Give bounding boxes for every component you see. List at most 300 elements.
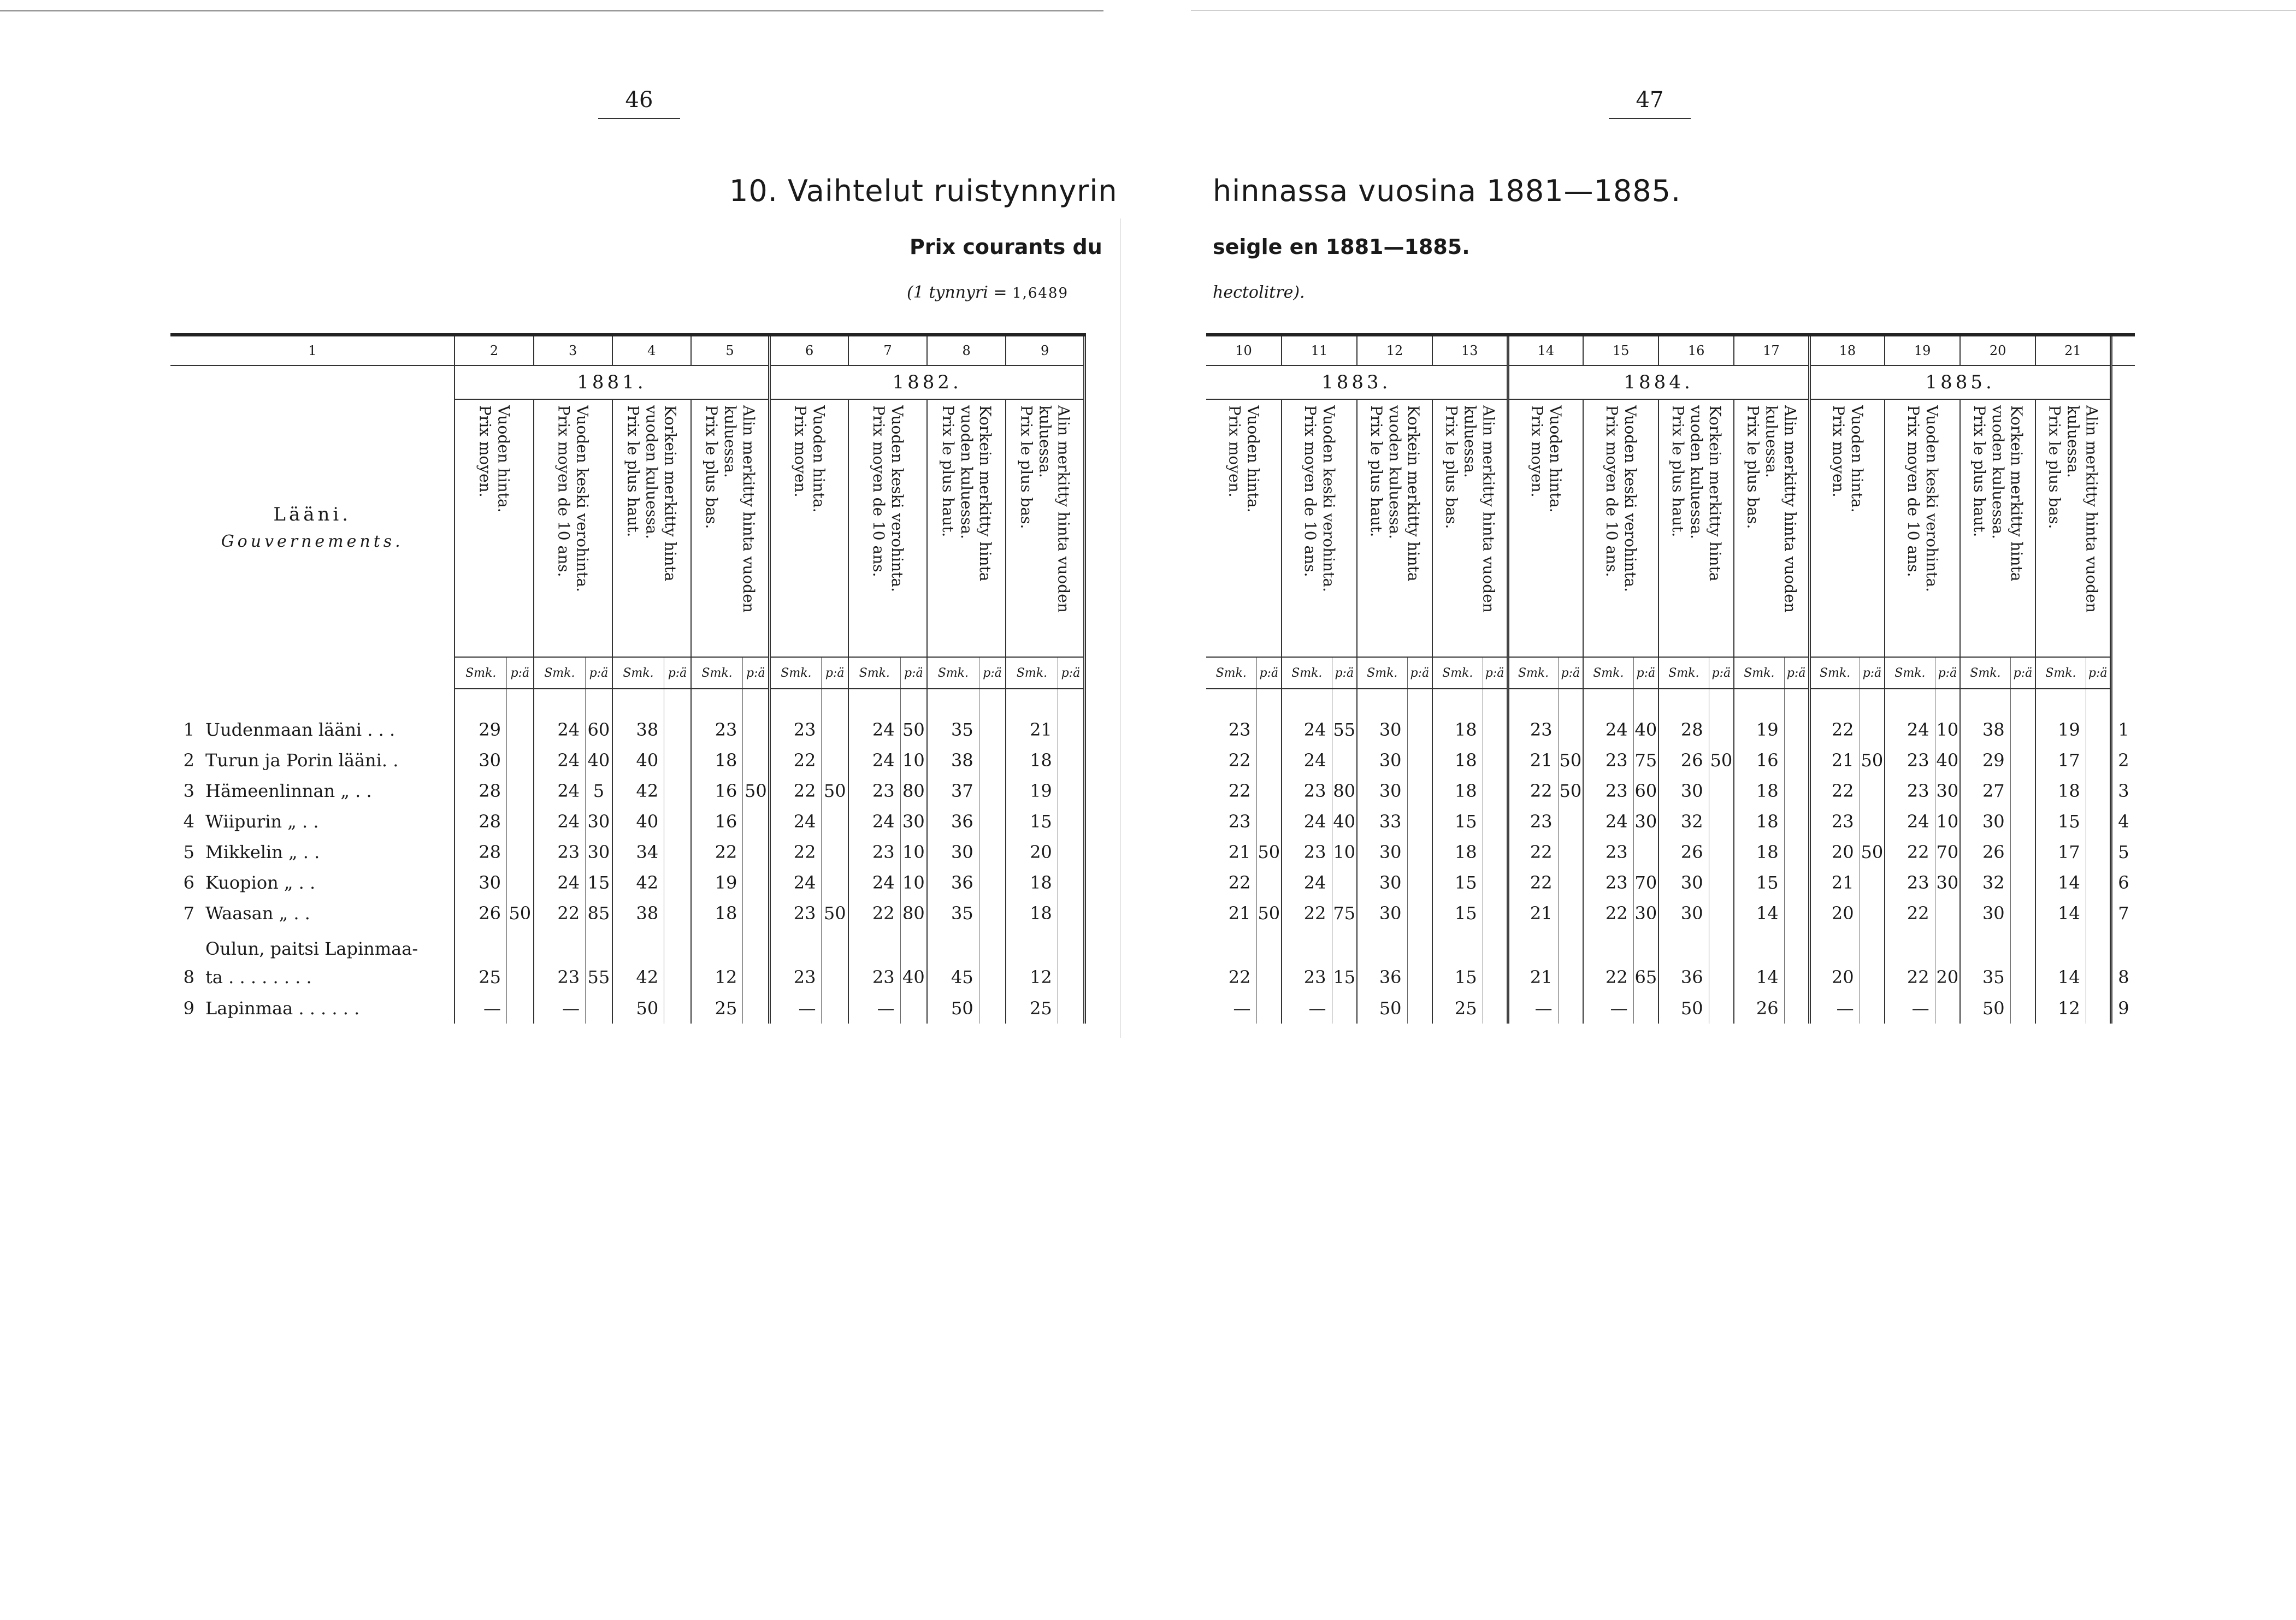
unit-prefix: (1 tynnyri xyxy=(907,283,988,302)
price-penni xyxy=(1483,776,1508,806)
row-number: 8 xyxy=(2118,967,2129,988)
price-markka: 12 xyxy=(1006,929,1058,993)
price-penni xyxy=(743,806,770,837)
price-markka: 22 xyxy=(691,837,743,867)
price-penni xyxy=(2086,837,2111,867)
spacer xyxy=(900,689,927,714)
price-label-line: Korkein merkitty hinta xyxy=(976,405,995,582)
price-markka: 15 xyxy=(2035,806,2086,837)
price-markka: 50 xyxy=(1960,993,2010,1024)
price-markka: 22 xyxy=(1885,837,1935,867)
price-markka: 23 xyxy=(848,776,900,806)
price-markka: 23 xyxy=(1809,806,1860,837)
price-markka: 28 xyxy=(455,837,506,867)
column-number: 20 xyxy=(1960,335,2035,365)
unit-penni: p:ä xyxy=(664,657,691,689)
price-penni xyxy=(1483,806,1508,837)
price-markka: 24 xyxy=(1282,745,1332,776)
price-penni xyxy=(1058,993,1084,1024)
price-penni: 30 xyxy=(586,806,612,837)
price-penni xyxy=(1256,776,1282,806)
price-penni: 40 xyxy=(1935,745,1960,776)
row-number: 7 xyxy=(2118,903,2129,924)
year-header: 1883. xyxy=(1206,365,1508,399)
price-penni xyxy=(1483,898,1508,929)
unit-markka: Smk. xyxy=(691,657,743,689)
price-markka: 38 xyxy=(612,898,664,929)
price-label-line: Prix le plus bas. xyxy=(1442,405,1461,529)
price-markka: 21 xyxy=(1508,898,1558,929)
price-label-cell xyxy=(2035,399,2111,657)
price-markka: 38 xyxy=(927,745,979,776)
price-penni xyxy=(1860,867,1885,898)
price-markka: 21 xyxy=(1206,837,1256,867)
price-label xyxy=(1970,405,2026,651)
spacer xyxy=(1282,689,1332,714)
spacer xyxy=(1960,689,2010,714)
price-penni xyxy=(1784,867,1809,898)
price-label-line: vuoden kuluessa. xyxy=(1386,405,1404,540)
price-markka: 20 xyxy=(1809,898,1860,929)
price-markka: 14 xyxy=(1734,898,1784,929)
price-penni xyxy=(1407,745,1432,776)
price-markka: 22 xyxy=(1206,776,1256,806)
price-markka: 36 xyxy=(927,867,979,898)
price-markka: 22 xyxy=(1508,867,1558,898)
price-markka: 18 xyxy=(1006,745,1058,776)
price-penni xyxy=(1784,714,1809,745)
price-penni xyxy=(1860,714,1885,745)
province-name: Uudenmaan lääni . . . xyxy=(198,714,455,745)
year-header: 1884. xyxy=(1508,365,1809,399)
price-markka: 22 xyxy=(1809,714,1860,745)
price-penni: 10 xyxy=(1935,806,1960,837)
price-markka: 20 xyxy=(1809,837,1860,867)
price-penni xyxy=(2086,714,2111,745)
price-penni xyxy=(1058,929,1084,993)
price-markka: 23 xyxy=(1885,776,1935,806)
row-number: 1 xyxy=(2118,719,2129,740)
price-penni xyxy=(2086,993,2111,1024)
price-penni: 5 xyxy=(586,776,612,806)
price-markka: — xyxy=(848,993,900,1024)
price-penni xyxy=(1332,745,1357,776)
spacer xyxy=(198,689,455,714)
price-markka: 36 xyxy=(927,806,979,837)
table-row xyxy=(170,837,1085,867)
price-markka: 24 xyxy=(1885,714,1935,745)
price-penni xyxy=(743,837,770,867)
price-penni: 50 xyxy=(822,776,848,806)
price-penni: 50 xyxy=(1860,837,1885,867)
unit-markka: Smk. xyxy=(534,657,586,689)
price-markka: 26 xyxy=(455,898,506,929)
price-penni xyxy=(822,837,848,867)
price-penni xyxy=(1558,898,1583,929)
price-markka: 23 xyxy=(534,837,586,867)
price-penni xyxy=(1483,867,1508,898)
price-label xyxy=(939,405,994,651)
price-penni xyxy=(664,745,691,776)
price-penni xyxy=(1332,993,1357,1024)
row-number: 6 xyxy=(2118,872,2129,893)
price-label-line: Prix moyen. xyxy=(791,405,810,498)
price-penni xyxy=(979,993,1006,1024)
price-markka: 23 xyxy=(770,898,822,929)
price-label-line: Vuoden keski verohinta. xyxy=(888,405,907,592)
table-row xyxy=(1206,867,2135,898)
price-penni xyxy=(1633,993,1658,1024)
price-penni xyxy=(1483,929,1508,993)
price-label-line: Prix moyen de 10 ans. xyxy=(870,405,888,577)
province-name-line: Oulun, paitsi Lapinmaa- xyxy=(205,938,418,959)
price-penni: 50 xyxy=(1709,745,1734,776)
price-label-cell xyxy=(770,399,848,657)
table-row xyxy=(170,714,1085,745)
unit-markka: Smk. xyxy=(1583,657,1633,689)
price-markka: 16 xyxy=(691,806,743,837)
price-label-line: kuluessa. xyxy=(2064,405,2082,478)
table-row xyxy=(170,867,1085,898)
price-penni xyxy=(1709,714,1734,745)
year-row xyxy=(170,365,1085,399)
unit-value: 1,6489 xyxy=(1012,285,1069,301)
price-label-line: Alin merkitty hinta vuoden xyxy=(1054,405,1073,613)
price-label xyxy=(624,405,680,651)
price-markka: — xyxy=(1583,993,1633,1024)
lane-header-fr: Gouvernements. xyxy=(221,532,404,551)
column-number: 13 xyxy=(1432,335,1508,365)
unit-penni: p:ä xyxy=(822,657,848,689)
price-penni xyxy=(1407,776,1432,806)
price-label xyxy=(1668,405,1724,651)
price-label-line: Prix moyen. xyxy=(476,405,494,498)
price-markka: 30 xyxy=(927,837,979,867)
column-number: 10 xyxy=(1206,335,1282,365)
price-markka: 23 xyxy=(691,714,743,745)
price-markka: 18 xyxy=(1006,898,1058,929)
price-penni: 50 xyxy=(743,776,770,806)
price-markka: 18 xyxy=(1432,837,1483,867)
spacer xyxy=(1709,689,1734,714)
price-markka: 18 xyxy=(1432,745,1483,776)
price-markka: 23 xyxy=(1508,714,1558,745)
price-penni: 75 xyxy=(1332,898,1357,929)
price-penni xyxy=(1558,867,1583,898)
unit-penni: p:ä xyxy=(1256,657,1282,689)
price-penni xyxy=(1483,837,1508,867)
price-penni xyxy=(664,806,691,837)
price-markka: 30 xyxy=(1960,806,2010,837)
column-number: 7 xyxy=(848,335,927,365)
spacer xyxy=(1558,689,1583,714)
price-markka: 32 xyxy=(1960,867,2010,898)
price-markka: — xyxy=(534,993,586,1024)
spacer xyxy=(1734,689,1784,714)
spacer xyxy=(1809,689,1860,714)
unit-penni: p:ä xyxy=(900,657,927,689)
column-number: 15 xyxy=(1583,335,1658,365)
price-label-cell xyxy=(612,399,691,657)
price-penni: 80 xyxy=(900,776,927,806)
spacer xyxy=(979,689,1006,714)
price-markka: 35 xyxy=(927,714,979,745)
price-markka: 30 xyxy=(1658,898,1709,929)
spacer xyxy=(1658,689,1709,714)
price-label xyxy=(475,405,512,651)
price-penni xyxy=(1058,806,1084,837)
price-penni xyxy=(507,929,534,993)
price-penni xyxy=(664,929,691,993)
price-markka: 42 xyxy=(612,867,664,898)
price-markka: 24 xyxy=(848,867,900,898)
price-penni xyxy=(979,929,1006,993)
price-penni xyxy=(1256,745,1282,776)
scan-top-edge-right xyxy=(1191,10,2296,11)
price-label-line: Vuoden keski verohinta. xyxy=(1923,405,1941,592)
spacer xyxy=(2010,689,2035,714)
unit-penni: p:ä xyxy=(2010,657,2035,689)
price-label-line: Vuoden hinta. xyxy=(810,405,828,513)
left-page-subtitle: Prix courants du xyxy=(910,235,1102,259)
price-markka: 24 xyxy=(1885,806,1935,837)
price-markka: 32 xyxy=(1658,806,1709,837)
price-markka: 22 xyxy=(848,898,900,929)
price-label-line: Prix moyen. xyxy=(1225,405,1244,498)
unit-penni: p:ä xyxy=(979,657,1006,689)
price-label-line: Vuoden hinta. xyxy=(1848,405,1866,513)
table-row xyxy=(1206,929,2135,993)
price-penni xyxy=(1407,806,1432,837)
unit-penni: p:ä xyxy=(1558,657,1583,689)
price-markka: 22 xyxy=(1809,776,1860,806)
price-markka: 30 xyxy=(455,867,506,898)
price-markka: 23 xyxy=(534,929,586,993)
price-label-line: Prix moyen. xyxy=(1527,405,1546,498)
price-label-cell xyxy=(1508,399,1583,657)
price-markka: 15 xyxy=(1432,929,1483,993)
left-unit-note xyxy=(907,283,1069,302)
price-penni xyxy=(2086,898,2111,929)
spacer xyxy=(586,689,612,714)
price-label-cell xyxy=(1960,399,2035,657)
column-number: 5 xyxy=(691,335,770,365)
price-markka: 24 xyxy=(770,867,822,898)
price-markka: 50 xyxy=(927,993,979,1024)
price-markka: 22 xyxy=(1583,929,1633,993)
price-penni xyxy=(822,993,848,1024)
price-markka: 12 xyxy=(2035,993,2086,1024)
price-markka: 35 xyxy=(927,898,979,929)
price-table-right xyxy=(1206,333,2135,1024)
province-name: Turun ja Porin lääni. . xyxy=(198,745,455,776)
table-row xyxy=(1206,806,2135,837)
price-penni xyxy=(1256,714,1282,745)
price-penni xyxy=(2010,837,2035,867)
price-markka: 24 xyxy=(534,867,586,898)
price-markka: 25 xyxy=(691,993,743,1024)
price-markka: 21 xyxy=(1809,867,1860,898)
lane-header-fi: Lääni. xyxy=(273,504,352,525)
price-penni: 30 xyxy=(1935,867,1960,898)
price-penni: 40 xyxy=(586,745,612,776)
spacer xyxy=(1006,689,1058,714)
price-label-line: Prix moyen de 10 ans. xyxy=(1603,405,1621,577)
price-markka: 30 xyxy=(1357,745,1407,776)
price-markka: 35 xyxy=(1960,929,2010,993)
spacer xyxy=(822,689,848,714)
price-penni xyxy=(979,867,1006,898)
price-penni xyxy=(1784,806,1809,837)
left-page-number: 46 xyxy=(595,87,683,119)
row-number: 6 xyxy=(183,872,195,893)
price-penni xyxy=(1256,806,1282,837)
price-penni xyxy=(1058,776,1084,806)
price-markka: 25 xyxy=(1006,993,1058,1024)
price-markka: 14 xyxy=(2035,867,2086,898)
price-markka: 17 xyxy=(2035,745,2086,776)
price-penni xyxy=(1935,898,1960,929)
price-penni: 10 xyxy=(900,867,927,898)
price-penni xyxy=(979,898,1006,929)
unit-penni: p:ä xyxy=(1407,657,1432,689)
price-penni xyxy=(1709,993,1734,1024)
price-markka: 30 xyxy=(1658,867,1709,898)
price-markka: 22 xyxy=(1206,929,1256,993)
price-markka: 21 xyxy=(1508,929,1558,993)
price-markka: 18 xyxy=(1734,776,1784,806)
price-markka: 30 xyxy=(1357,714,1407,745)
unit-penni: p:ä xyxy=(743,657,770,689)
price-label-line: Korkein merkitty hinta xyxy=(1404,405,1423,582)
price-label-line: Prix le plus bas. xyxy=(1017,405,1036,529)
price-label-line: kuluessa. xyxy=(1461,405,1479,478)
province-name-line: ta . . . . . . . . xyxy=(205,967,312,988)
price-penni xyxy=(664,776,691,806)
price-label-line: Prix le plus haut. xyxy=(1367,405,1386,537)
spacer xyxy=(2086,689,2111,714)
price-label-cell xyxy=(1432,399,1508,657)
price-penni xyxy=(1860,929,1885,993)
row-number: 2 xyxy=(2118,750,2129,771)
year-header: 1885. xyxy=(1809,365,2111,399)
price-markka: 23 xyxy=(1583,837,1633,867)
table-row xyxy=(1206,898,2135,929)
price-penni xyxy=(1483,714,1508,745)
column-number: 9 xyxy=(1006,335,1084,365)
spacer xyxy=(743,689,770,714)
price-markka: 23 xyxy=(770,714,822,745)
row-number: 1 xyxy=(183,719,195,740)
price-penni xyxy=(1256,993,1282,1024)
price-penni xyxy=(1058,898,1084,929)
price-penni: 30 xyxy=(1633,898,1658,929)
spacer xyxy=(2035,689,2086,714)
price-penni: 20 xyxy=(1935,929,1960,993)
price-penni: 50 xyxy=(822,898,848,929)
spacer xyxy=(848,689,900,714)
unit-markka: Smk. xyxy=(455,657,506,689)
year-spacer xyxy=(2111,365,2135,689)
column-number: 8 xyxy=(927,335,1006,365)
price-label-cell xyxy=(1282,399,1357,657)
price-markka: 18 xyxy=(1432,714,1483,745)
price-markka: 21 xyxy=(1809,745,1860,776)
price-penni: 15 xyxy=(586,867,612,898)
price-penni xyxy=(1407,929,1432,993)
price-penni: 65 xyxy=(1633,929,1658,993)
unit-markka: Smk. xyxy=(1432,657,1483,689)
price-penni: 50 xyxy=(1256,837,1282,867)
price-penni: 15 xyxy=(1332,929,1357,993)
price-markka: 29 xyxy=(455,714,506,745)
price-label-line: Prix le plus haut. xyxy=(1970,405,1989,537)
price-label-line: Vuoden hinta. xyxy=(1244,405,1262,513)
price-label-line: Korkein merkitty hinta xyxy=(2008,405,2026,582)
price-label-line: Prix moyen de 10 ans. xyxy=(1904,405,1923,577)
price-penni xyxy=(2010,714,2035,745)
price-label-line: Prix le plus haut. xyxy=(939,405,958,537)
right-page-subtitle: seigle en 1881—1885. xyxy=(1213,235,1470,259)
price-label-line: Vuoden hinta. xyxy=(494,405,513,513)
price-markka: 14 xyxy=(2035,929,2086,993)
price-label xyxy=(554,405,592,651)
price-penni xyxy=(2086,806,2111,837)
price-label-line: Alin merkitty hinta vuoden xyxy=(1781,405,1799,613)
unit-penni: p:ä xyxy=(586,657,612,689)
price-penni xyxy=(664,837,691,867)
price-penni xyxy=(1558,929,1583,993)
price-label-cell xyxy=(1658,399,1734,657)
unit-penni: p:ä xyxy=(1633,657,1658,689)
column-number-spacer xyxy=(2111,335,2135,365)
price-penni: 70 xyxy=(1935,837,1960,867)
price-label-line: Prix le plus bas. xyxy=(2045,405,2064,529)
column-number-row xyxy=(170,335,1085,365)
right-page-title: hinnassa vuosina 1881—1885. xyxy=(1213,174,1681,208)
price-markka: 27 xyxy=(1960,776,2010,806)
unit-penni: p:ä xyxy=(1860,657,1885,689)
price-penni xyxy=(1784,837,1809,867)
spacer xyxy=(770,689,822,714)
price-label-line: Vuoden keski verohinta. xyxy=(1621,405,1640,592)
year-row xyxy=(1206,365,2135,399)
price-label-line: vuoden kuluessa. xyxy=(642,405,661,540)
price-penni xyxy=(664,714,691,745)
spacer xyxy=(1860,689,1885,714)
price-label xyxy=(702,405,758,651)
price-label-line: Korkein merkitty hinta xyxy=(661,405,680,582)
price-penni xyxy=(1709,837,1734,867)
price-markka: 23 xyxy=(1583,745,1633,776)
price-markka: 23 xyxy=(770,929,822,993)
price-markka: 30 xyxy=(455,745,506,776)
price-markka: 18 xyxy=(2035,776,2086,806)
price-markka: 29 xyxy=(1960,745,2010,776)
price-penni: 55 xyxy=(1332,714,1357,745)
price-penni xyxy=(1784,898,1809,929)
price-label-row xyxy=(1206,399,2135,657)
spacer xyxy=(1256,689,1282,714)
spacer xyxy=(1058,689,1084,714)
spacer xyxy=(1885,689,1935,714)
price-penni xyxy=(1332,867,1357,898)
price-penni xyxy=(1709,929,1734,993)
column-number: 3 xyxy=(534,335,612,365)
price-markka: 36 xyxy=(1357,929,1407,993)
price-penni xyxy=(1709,806,1734,837)
unit-markka: Smk. xyxy=(1508,657,1558,689)
